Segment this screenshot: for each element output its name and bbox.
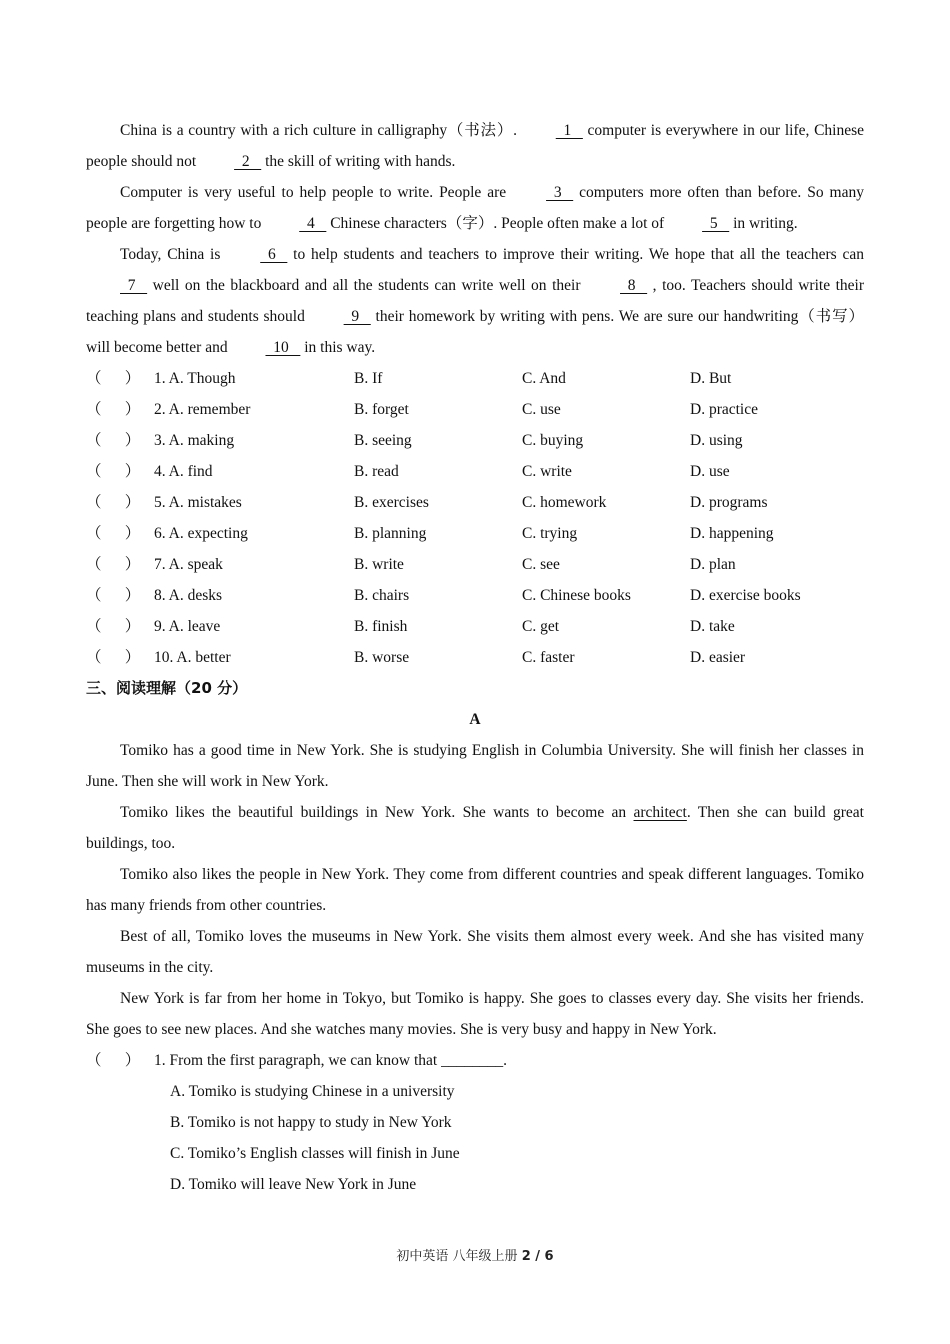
option-d: D. But — [690, 370, 732, 387]
option-b: B. read — [354, 463, 399, 480]
text: their homework by writing with pens. We are sure our handwriting（书写） will become better and — [86, 308, 864, 356]
reading-paragraph-4: Best of all, Tomiko loves the museums in New York. She visits them almost every week. And she has visited many museums in the city. — [86, 928, 864, 976]
answer-bracket[interactable]: （ ） — [86, 370, 141, 387]
cloze-paragraph-1 — [86, 115, 864, 177]
text: the skill of writing with hands. — [261, 153, 456, 170]
option-d: D. practice — [690, 401, 758, 418]
text: . Then she can build great buildings, too. — [86, 804, 864, 852]
page-number: 2 / 6 — [521, 1249, 554, 1264]
option-b: B. Tomiko is not happy to study in New York — [170, 1114, 452, 1131]
option-d: D. programs — [690, 494, 768, 511]
reading-question-1 — [86, 1045, 864, 1076]
cloze-question — [86, 611, 864, 642]
option-a: 1. A. Though — [154, 370, 236, 387]
answer-bracket[interactable]: （ ） — [86, 649, 141, 666]
answer-bracket[interactable]: （ ） — [86, 401, 141, 418]
option-b: B. write — [354, 556, 404, 573]
option-a: 6. A. expecting — [154, 525, 248, 542]
reading-paragraph-2 — [86, 797, 864, 859]
blank-2: 2 — [234, 153, 262, 170]
text: Computer is very useful to help people to write. People are — [120, 184, 513, 201]
cloze-question — [86, 394, 864, 425]
underlined-word: architect — [633, 804, 687, 821]
passage-label: A — [469, 711, 481, 728]
cloze-question — [86, 456, 864, 487]
option-d: D. plan — [690, 556, 736, 573]
text: to help students and teachers to improve their writing. We hope that all the teachers can — [287, 246, 865, 263]
option-b: B. If — [354, 370, 383, 387]
option-a: 9. A. leave — [154, 618, 221, 635]
text: China is a country with a rich culture in calligraphy（书法）. — [120, 122, 522, 139]
answer-bracket[interactable]: （ ） — [86, 432, 141, 449]
option-c: C. write — [522, 463, 572, 480]
cloze-question — [86, 642, 864, 673]
option-a: 8. A. desks — [154, 587, 223, 604]
option-d: D. Tomiko will leave New York in June — [170, 1176, 417, 1193]
page-footer — [0, 1245, 950, 1264]
cloze-question — [86, 549, 864, 580]
option-b: B. finish — [354, 618, 408, 635]
option-c: C. And — [522, 370, 566, 387]
cloze-question — [86, 487, 864, 518]
footer-subject: 初中英语 八年级上册 — [396, 1249, 522, 1264]
option-c: C. get — [522, 618, 560, 635]
blank-5: 5 — [702, 215, 730, 232]
text: well on the blackboard and all the students can write well on their — [147, 277, 587, 294]
text: Today, China is — [120, 246, 227, 263]
section-title: 三、阅读理解（20 分） — [86, 679, 248, 697]
option-c: C. buying — [522, 432, 584, 449]
question-stem: 1. From the first paragraph, we can know that ________. — [154, 1052, 507, 1069]
blank-1: 1 — [555, 122, 583, 139]
option-b: B. chairs — [354, 587, 410, 604]
answer-bracket[interactable]: （ ） — [86, 463, 141, 480]
answer-bracket[interactable]: （ ） — [86, 587, 141, 604]
text: Chinese characters（字）. People often make a lot of — [326, 215, 669, 232]
answer-bracket[interactable]: （ ） — [86, 494, 141, 511]
option-a: 7. A. speak — [154, 556, 223, 573]
option-d: D. easier — [690, 649, 746, 666]
option-b: B. seeing — [354, 432, 412, 449]
option-a: 4. A. find — [154, 463, 213, 480]
option-d: D. use — [690, 463, 730, 480]
blank-3: 3 — [546, 184, 574, 201]
option-c: C. faster — [522, 649, 575, 666]
text: , too. Teachers should write their teaching plans and students should — [86, 277, 865, 325]
answer-bracket[interactable]: （ ） — [86, 525, 141, 542]
reading-paragraph-3: Tomiko also likes the people in New York. They come from different countries and speak different languages. Tomiko has many friends from other countries. — [86, 866, 864, 914]
option-d: D. using — [690, 432, 743, 449]
option-c: C. Chinese books — [522, 587, 631, 604]
cloze-question — [86, 518, 864, 549]
reading-paragraph-5: New York is far from her home in Tokyo, but Tomiko is happy. She goes to classes every day. She visits her friends. She goes to see new places. And she watches many movies. She is very busy and happy in New York. — [86, 990, 864, 1038]
text: computer is everywhere in our life, Chinese people should not — [86, 122, 865, 170]
text: in writing. — [729, 215, 798, 232]
blank-6: 6 — [260, 246, 288, 263]
option-a: 5. A. mistakes — [154, 494, 242, 511]
option-d: D. take — [690, 618, 735, 635]
answer-bracket[interactable]: （ ） — [86, 1052, 141, 1069]
option-c: C. see — [522, 556, 560, 573]
blank-4: 4 — [299, 215, 327, 232]
option-c: C. homework — [522, 494, 607, 511]
option-c: C. use — [522, 401, 561, 418]
cloze-question — [86, 580, 864, 611]
cloze-question-list — [86, 363, 864, 673]
option-b: B. forget — [354, 401, 409, 418]
blank-7: 7 — [120, 277, 148, 294]
option-d: D. exercise books — [690, 587, 801, 604]
text: Tomiko likes the beautiful buildings in New York. She wants to become an — [120, 804, 634, 821]
blank-9: 9 — [343, 308, 371, 325]
cloze-paragraph-2 — [86, 177, 864, 239]
answer-bracket[interactable]: （ ） — [86, 618, 141, 635]
answer-bracket[interactable]: （ ） — [86, 556, 141, 573]
cloze-paragraph-3 — [86, 239, 864, 363]
cloze-question — [86, 425, 864, 456]
page-content — [86, 115, 864, 1200]
option-a: 3. A. making — [154, 432, 235, 449]
text: in this way. — [300, 339, 376, 356]
option-d: D. happening — [690, 525, 774, 542]
option-a: 10. A. better — [154, 649, 231, 666]
reading-paragraph-1: Tomiko has a good time in New York. She is studying English in Columbia University. She will finish her classes in June. Then she will work in New York. — [86, 742, 864, 790]
blank-8: 8 — [620, 277, 648, 294]
text: computers more often than before. So many people are forgetting how to — [86, 184, 864, 232]
option-c: C. Tomiko’s English classes will finish in June — [170, 1145, 460, 1162]
option-b: B. exercises — [354, 494, 429, 511]
option-a: 2. A. remember — [154, 401, 251, 418]
blank-10: 10 — [265, 339, 301, 356]
option-b: B. worse — [354, 649, 410, 666]
option-b: B. planning — [354, 525, 427, 542]
option-a: A. Tomiko is studying Chinese in a university — [170, 1083, 455, 1100]
cloze-question — [86, 363, 864, 394]
option-c: C. trying — [522, 525, 578, 542]
